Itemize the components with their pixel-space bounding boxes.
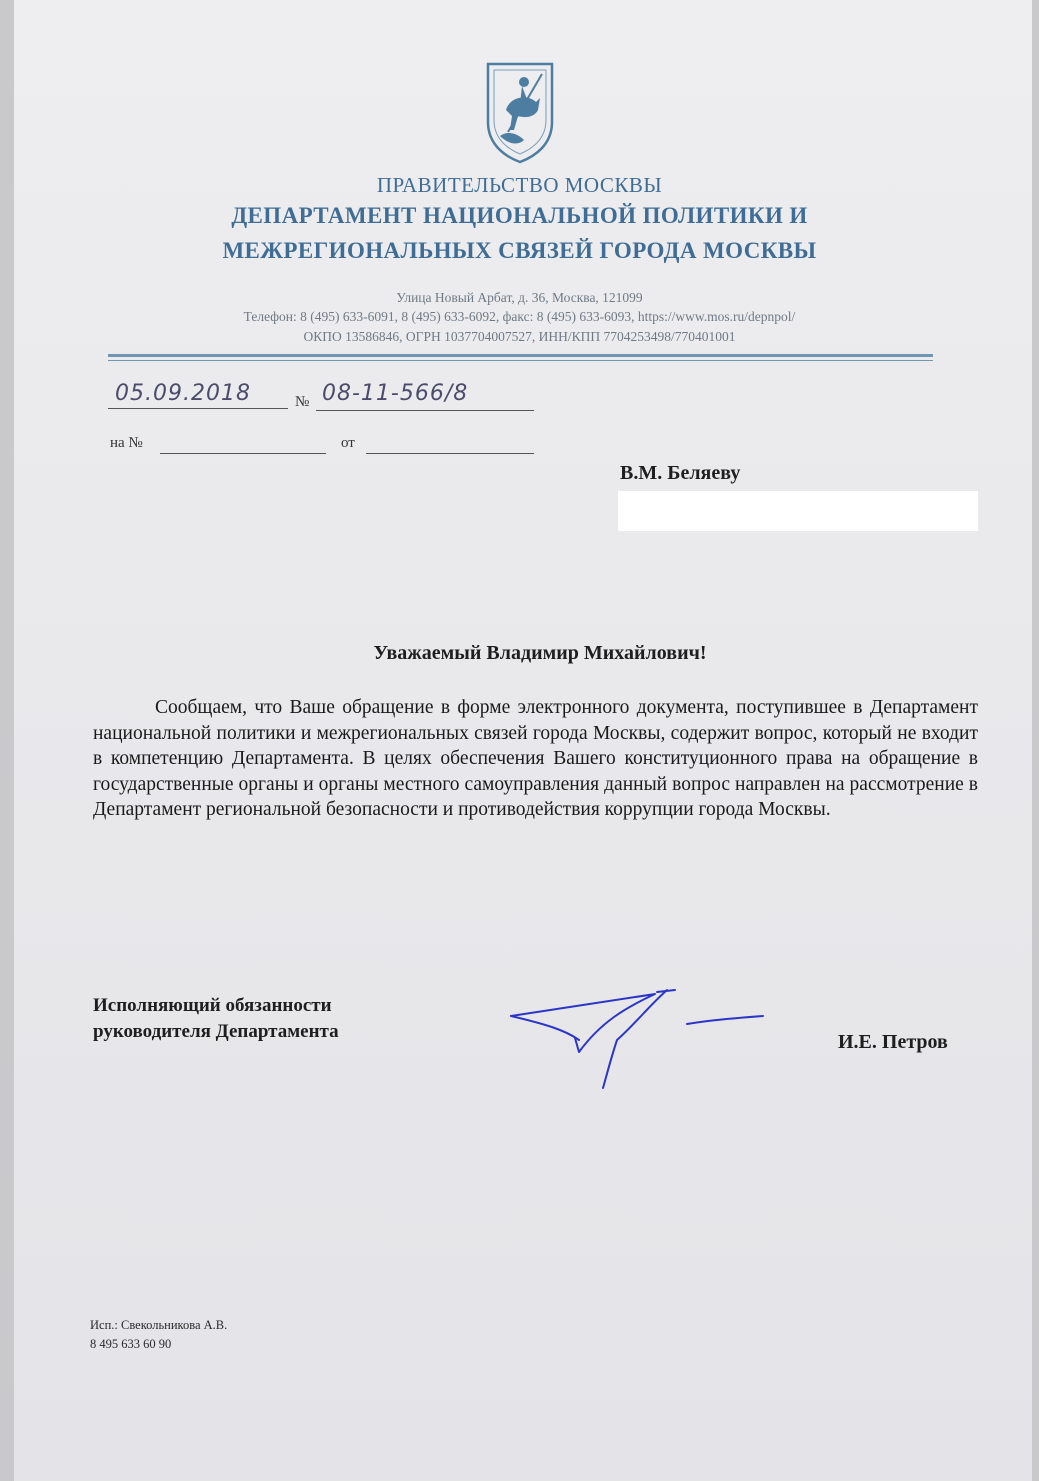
outgoing-number: 08-11-566/8 bbox=[322, 381, 469, 406]
reply-to-number-label: на № bbox=[110, 435, 143, 451]
department-address: Улица Новый Арбат, д. 36, Москва, 121099 bbox=[396, 290, 643, 305]
signatory-title-line2: руководителя Департамента bbox=[93, 1021, 339, 1042]
letterhead-divider-thin bbox=[108, 360, 933, 361]
date-underline bbox=[108, 408, 288, 409]
signatory-name: И.Е. Петров bbox=[838, 1031, 948, 1053]
addressee: В.М. Беляеву bbox=[620, 462, 741, 484]
signatory-title-line1: Исполняющий обязанности bbox=[93, 995, 332, 1016]
body-paragraph: Сообщаем, что Ваше обращение в форме электронного документа, поступившее в Департамент национальной политики и межрегиональных связей города Москвы, содержит вопрос, который не входит в компетенцию Департамента. В целях обеспечения Вашего конституционного права на обращение в государственные органы и органы местного самоуправления данный вопрос направлен на рассмотрение в Департамент региональной безопасности и противодействия коррупции города Москвы. bbox=[93, 697, 978, 820]
letterhead-divider bbox=[108, 354, 933, 357]
reply-to-number-line bbox=[160, 453, 326, 454]
moscow-coat-of-arms-icon bbox=[484, 60, 556, 164]
government-name: ПРАВИТЕЛЬСТВО МОСКВЫ bbox=[376, 173, 663, 197]
reply-to-date-label: от bbox=[341, 435, 355, 451]
handwritten-signature bbox=[505, 978, 775, 1098]
letter-body bbox=[93, 695, 978, 823]
department-contacts: Телефон: 8 (495) 633-6091, 8 (495) 633-6092, факс: 8 (495) 633-6093, https://www.mos.ru/depnpol/ bbox=[243, 309, 796, 324]
outgoing-number-label: № bbox=[295, 394, 310, 410]
executor-info bbox=[90, 1316, 227, 1354]
department-name-line1: ДЕПАРТАМЕНТ НАЦИОНАЛЬНОЙ ПОЛИТИКИ И bbox=[231, 203, 808, 228]
signatory-title bbox=[93, 993, 339, 1045]
department-registry-codes: ОКПО 13586846, ОГРН 1037704007527, ИНН/КПП 7704253498/770401001 bbox=[303, 329, 736, 344]
department-name-line2: МЕЖРЕГИОНАЛЬНЫХ СВЯЗЕЙ ГОРОДА МОСКВЫ bbox=[222, 238, 817, 263]
executor-phone: 8 495 633 60 90 bbox=[90, 1337, 172, 1351]
executor-name: Исп.: Свекольникова А.В. bbox=[90, 1318, 228, 1332]
redacted-address bbox=[618, 491, 978, 531]
reply-to-date-line bbox=[366, 453, 534, 454]
greeting: Уважаемый Владимир Михайлович! bbox=[373, 642, 707, 664]
outgoing-date: 05.09.2018 bbox=[115, 381, 251, 406]
number-underline bbox=[316, 410, 534, 411]
